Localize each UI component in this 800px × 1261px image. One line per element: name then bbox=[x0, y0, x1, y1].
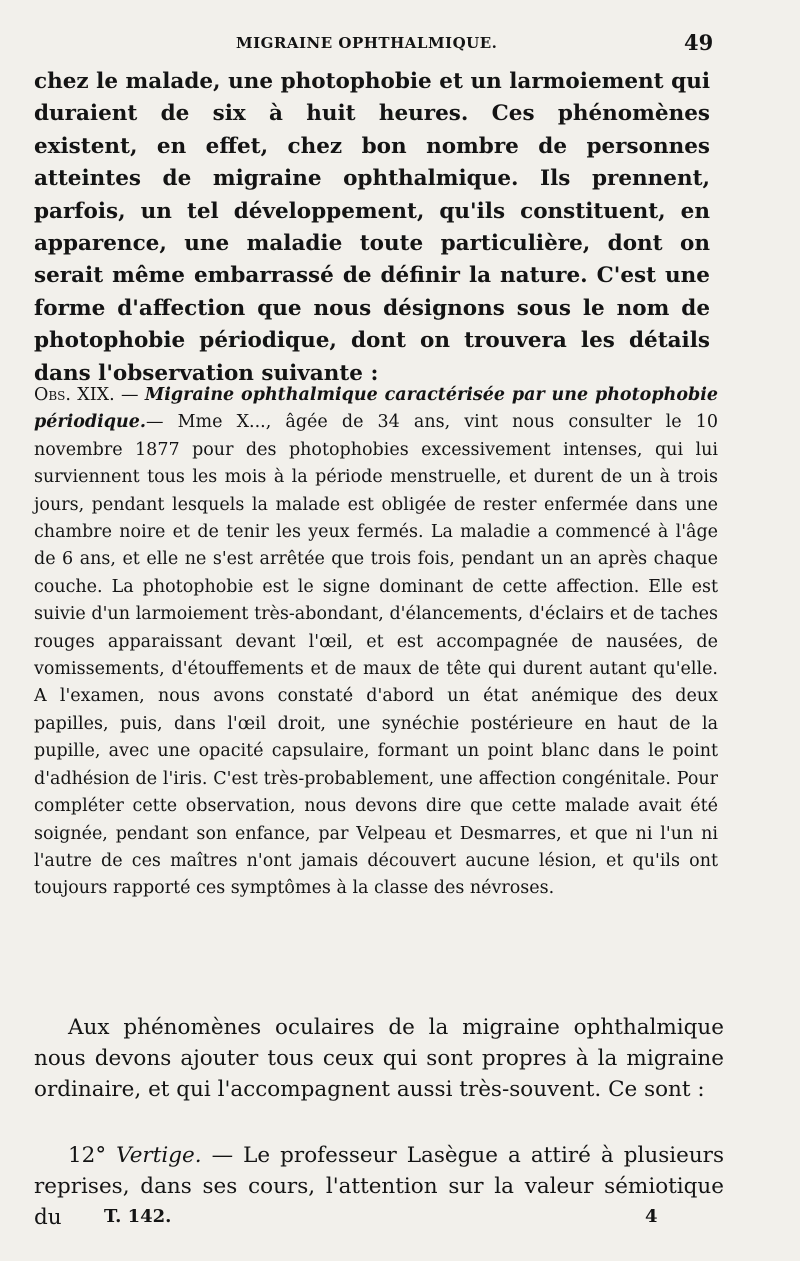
observation-title: Migraine ophthalmique caractérisée par une photophobie périodique. bbox=[34, 385, 719, 433]
aux-paragraph bbox=[34, 1012, 724, 1105]
observation-dash: — bbox=[114, 385, 145, 405]
running-title: MIGRAINE OPHTHALMIQUE. bbox=[236, 34, 498, 52]
signature-mark: T. 142. bbox=[104, 1206, 172, 1227]
vertige-body: — Le professeur Lasègue a attiré à plusieurs reprises, dans ses cours, l'attention sur la valeur sémiotique du bbox=[34, 1143, 724, 1230]
observation-label: Obs. XIX. bbox=[34, 385, 115, 405]
page-footer bbox=[0, 1204, 800, 1234]
vertige-number: 12° bbox=[68, 1143, 107, 1168]
sheet-number: 4 bbox=[645, 1206, 658, 1227]
aux-text: Aux phénomènes oculaires de la migraine ophthalmique nous devons ajouter tous ceux qui sont propres à la migraine ordinaire, et qui l'accompagnent aussi très-souvent. Ce sont : bbox=[34, 1015, 724, 1102]
page-number: 49 bbox=[684, 30, 714, 55]
observation-paragraph bbox=[34, 382, 718, 903]
observation-body: — Mme X..., âgée de 34 ans, vint nous consulter le 10 novembre 1877 pour des photophobies excessivement intenses, qui lui surviennent tous les mois à la période menstruelle, et durent de un à trois jours, pendant lesquels la malade est obligée de rester enfermée dans une chambre noire et de tenir les yeux fermés. La maladie a commencé à l'âge de 6 ans, et elle ne s'est arrêtée que trois fois, pendant un an après chaque couche. La photophobie est le signe dominant de cette affection. Elle est suivie d'un larmoiement très-abondant, d'élancements, d'éclairs et de taches rouges apparaissant devant l'œil, et est accompagnée de nausées, de vomissements, d'étouffements et de maux de tête qui durent autant qu'elle. A l'examen, nous avons constaté d'abord un état anémique des deux papilles, puis, dans l'œil droit, une synéchie postérieure en haut de la pupille, avec une opacité capsulaire, formant un point blanc dans le point d'adhésion de l'iris. C'est très-probablement, une affection congénitale. Pour compléter cette observation, nous devons dire que cette malade avait été soignée, pendant son enfance, par Velpeau et Desmarres, et que ni l'un ni l'autre de ces maîtres n'ont jamais découvert aucune lésion, et qu'ils ont toujours rapporté ces symptômes à la classe des névroses. bbox=[34, 412, 718, 899]
running-header bbox=[0, 30, 800, 60]
vertige-title: Vertige. bbox=[116, 1143, 202, 1168]
intro-paragraph: chez le malade, une photophobie et un larmoiement qui duraient de six à huit heures. Ces phénomènes existent, en effet, chez bon nombre de personnes atteintes de migraine ophthalmique. Ils prennent, parfois, un tel développement, qu'ils constituent, en apparence, une maladie toute particulière, dont on serait même embarrassé de définir la nature. C'est une forme d'affection que nous désignons sous le nom de photophobie périodique, dont on trouvera les détails dans l'observation suivante : bbox=[34, 69, 710, 386]
